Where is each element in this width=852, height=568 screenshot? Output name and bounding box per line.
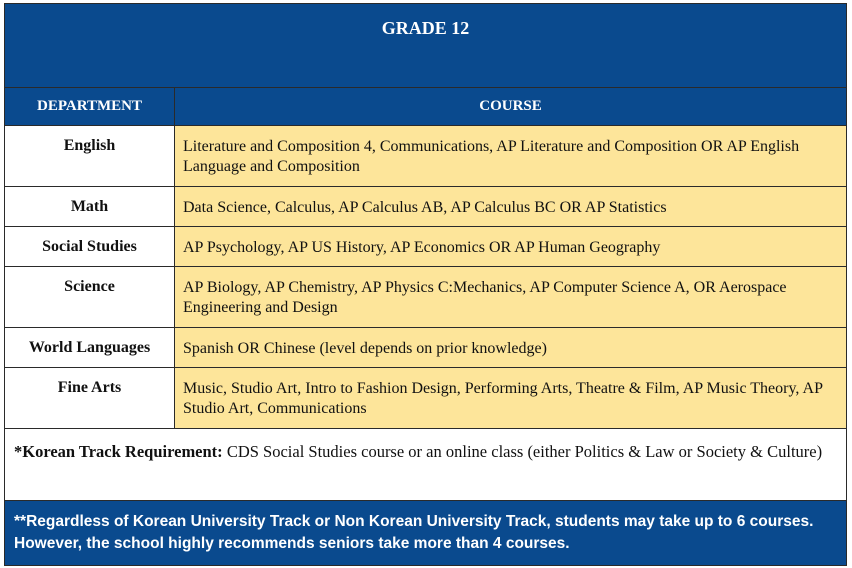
department-cell: Science — [5, 267, 175, 328]
course-cell: Music, Studio Art, Intro to Fashion Design, Performing Arts, Theatre & Film, AP Music Theory, AP Studio Art, Communications — [175, 368, 847, 429]
course-cell: Literature and Composition 4, Communications, AP Literature and Composition OR AP English Language and Composition — [175, 126, 847, 187]
course-load-note: **Regardless of Korean University Track or Non Korean University Track, students may take up to 6 courses. However, the school highly recommends seniors take more than 4 courses. — [5, 501, 847, 566]
korean-track-text: CDS Social Studies course or an online class (either Politics & Law or Society & Culture) — [222, 442, 823, 461]
column-header-course: COURSE — [175, 88, 847, 126]
table-row — [5, 126, 847, 187]
course-cell: Data Science, Calculus, AP Calculus AB, AP Calculus BC OR AP Statistics — [175, 187, 847, 227]
table-row — [5, 328, 847, 368]
department-cell: World Languages — [5, 328, 175, 368]
department-cell: Fine Arts — [5, 368, 175, 429]
grade-12-course-table — [4, 3, 847, 566]
department-cell: Math — [5, 187, 175, 227]
korean-track-requirement — [5, 429, 847, 501]
table-row — [5, 267, 847, 328]
table-row — [5, 187, 847, 227]
course-cell: Spanish OR Chinese (level depends on prior knowledge) — [175, 328, 847, 368]
grade-12-course-table-container — [4, 3, 846, 566]
department-cell: Social Studies — [5, 227, 175, 267]
table-title: GRADE 12 — [5, 4, 847, 88]
korean-track-label: *Korean Track Requirement: — [14, 442, 223, 461]
course-cell: AP Biology, AP Chemistry, AP Physics C:Mechanics, AP Computer Science A, OR Aerospace Engineering and Design — [175, 267, 847, 328]
column-header-department: DEPARTMENT — [5, 88, 175, 126]
course-cell: AP Psychology, AP US History, AP Economics OR AP Human Geography — [175, 227, 847, 267]
department-cell: English — [5, 126, 175, 187]
table-row — [5, 368, 847, 429]
table-row — [5, 227, 847, 267]
